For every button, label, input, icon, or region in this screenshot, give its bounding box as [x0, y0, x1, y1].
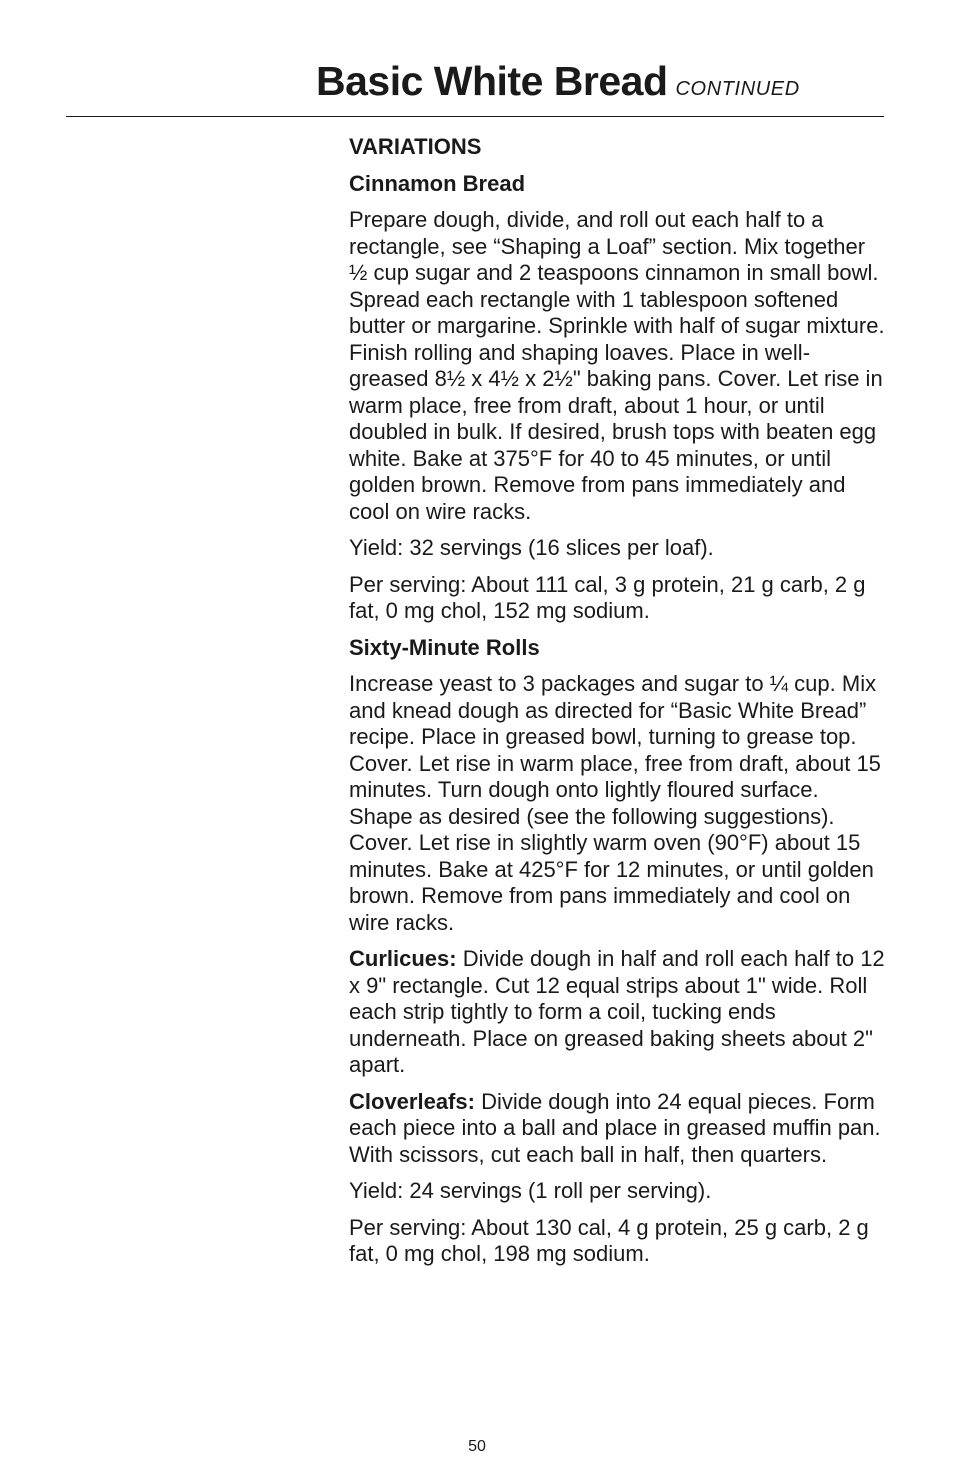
curlicues-label: Curlicues:	[349, 946, 457, 971]
cloverleafs-paragraph	[349, 1089, 885, 1169]
rolls-nutrition: Per serving: About 130 cal, 4 g protein, 25 g carb, 2 g fat, 0 mg chol, 198 mg sodium.	[349, 1214, 869, 1266]
recipe-content	[349, 134, 885, 1278]
page-number: 50	[468, 1438, 486, 1455]
continued-label: CONTINUED	[675, 78, 800, 100]
title-line	[316, 58, 800, 105]
cinnamon-bread-instructions: Prepare dough, divide, and roll out each half to a rectangle, see “Shaping a Loaf” section. Mix together ½ cup sugar and 2 teaspoons cinnamon in small bowl. Spread each rectangle with 1 tablespoon softened butter or margarine. Sprinkle with half of sugar mixture. Finish rolling and shaping loaves. Place in well-greased 8½ x 4½ x 2½" baking pans. Cover. Let rise in warm place, free from draft, about 1 hour, or until doubled in bulk. If desired, brush tops with beaten egg white. Bake at 375°F for 40 to 45 minutes, or until golden brown. Remove from pans immediately and cool on wire racks.	[349, 207, 885, 524]
rolls-heading: Sixty-Minute Rolls	[349, 634, 540, 660]
header-rule	[66, 116, 884, 117]
rolls-yield: Yield: 24 servings (1 roll per serving).	[349, 1178, 712, 1203]
page-title: Basic White Bread	[316, 58, 668, 104]
cinnamon-bread-yield: Yield: 32 servings (16 slices per loaf).	[349, 535, 714, 560]
variations-heading: VARIATIONS	[349, 134, 482, 159]
rolls-instructions: Increase yeast to 3 packages and sugar to ¼ cup. Mix and knead dough as directed for “Basic White Bread” recipe. Place in greased bowl, turning to grease top. Cover. Let rise in warm place, free from draft, about 15 minutes. Turn dough onto lightly floured surface. Shape as desired (see the following suggestions). Cover. Let rise in slightly warm oven (90°F) about 15 minutes. Bake at 425°F for 12 minutes, or until golden brown. Remove from pans immediately and cool on wire racks.	[349, 671, 881, 935]
page-header	[0, 58, 954, 108]
cloverleafs-label: Cloverleafs:	[349, 1088, 475, 1114]
cloverleafs-text: Divide dough into 24 equal pieces. Form each piece into a ball and place in greased muffin pan. With scissors, cut each ball in half, then quarters.	[349, 1088, 881, 1167]
cinnamon-bread-heading: Cinnamon Bread	[349, 170, 526, 196]
curlicues-text: Divide dough in half and roll each half to 12 x 9" rectangle. Cut 12 equal strips about 1" wide. Roll each strip tightly to form a coil, tucking ends underneath. Place on greased baking sheets about 2" apart.	[349, 946, 885, 1077]
curlicues-paragraph	[349, 946, 885, 1079]
cinnamon-bread-nutrition: Per serving: About 111 cal, 3 g protein, 21 g carb, 2 g fat, 0 mg chol, 152 mg sodium.	[349, 571, 866, 623]
